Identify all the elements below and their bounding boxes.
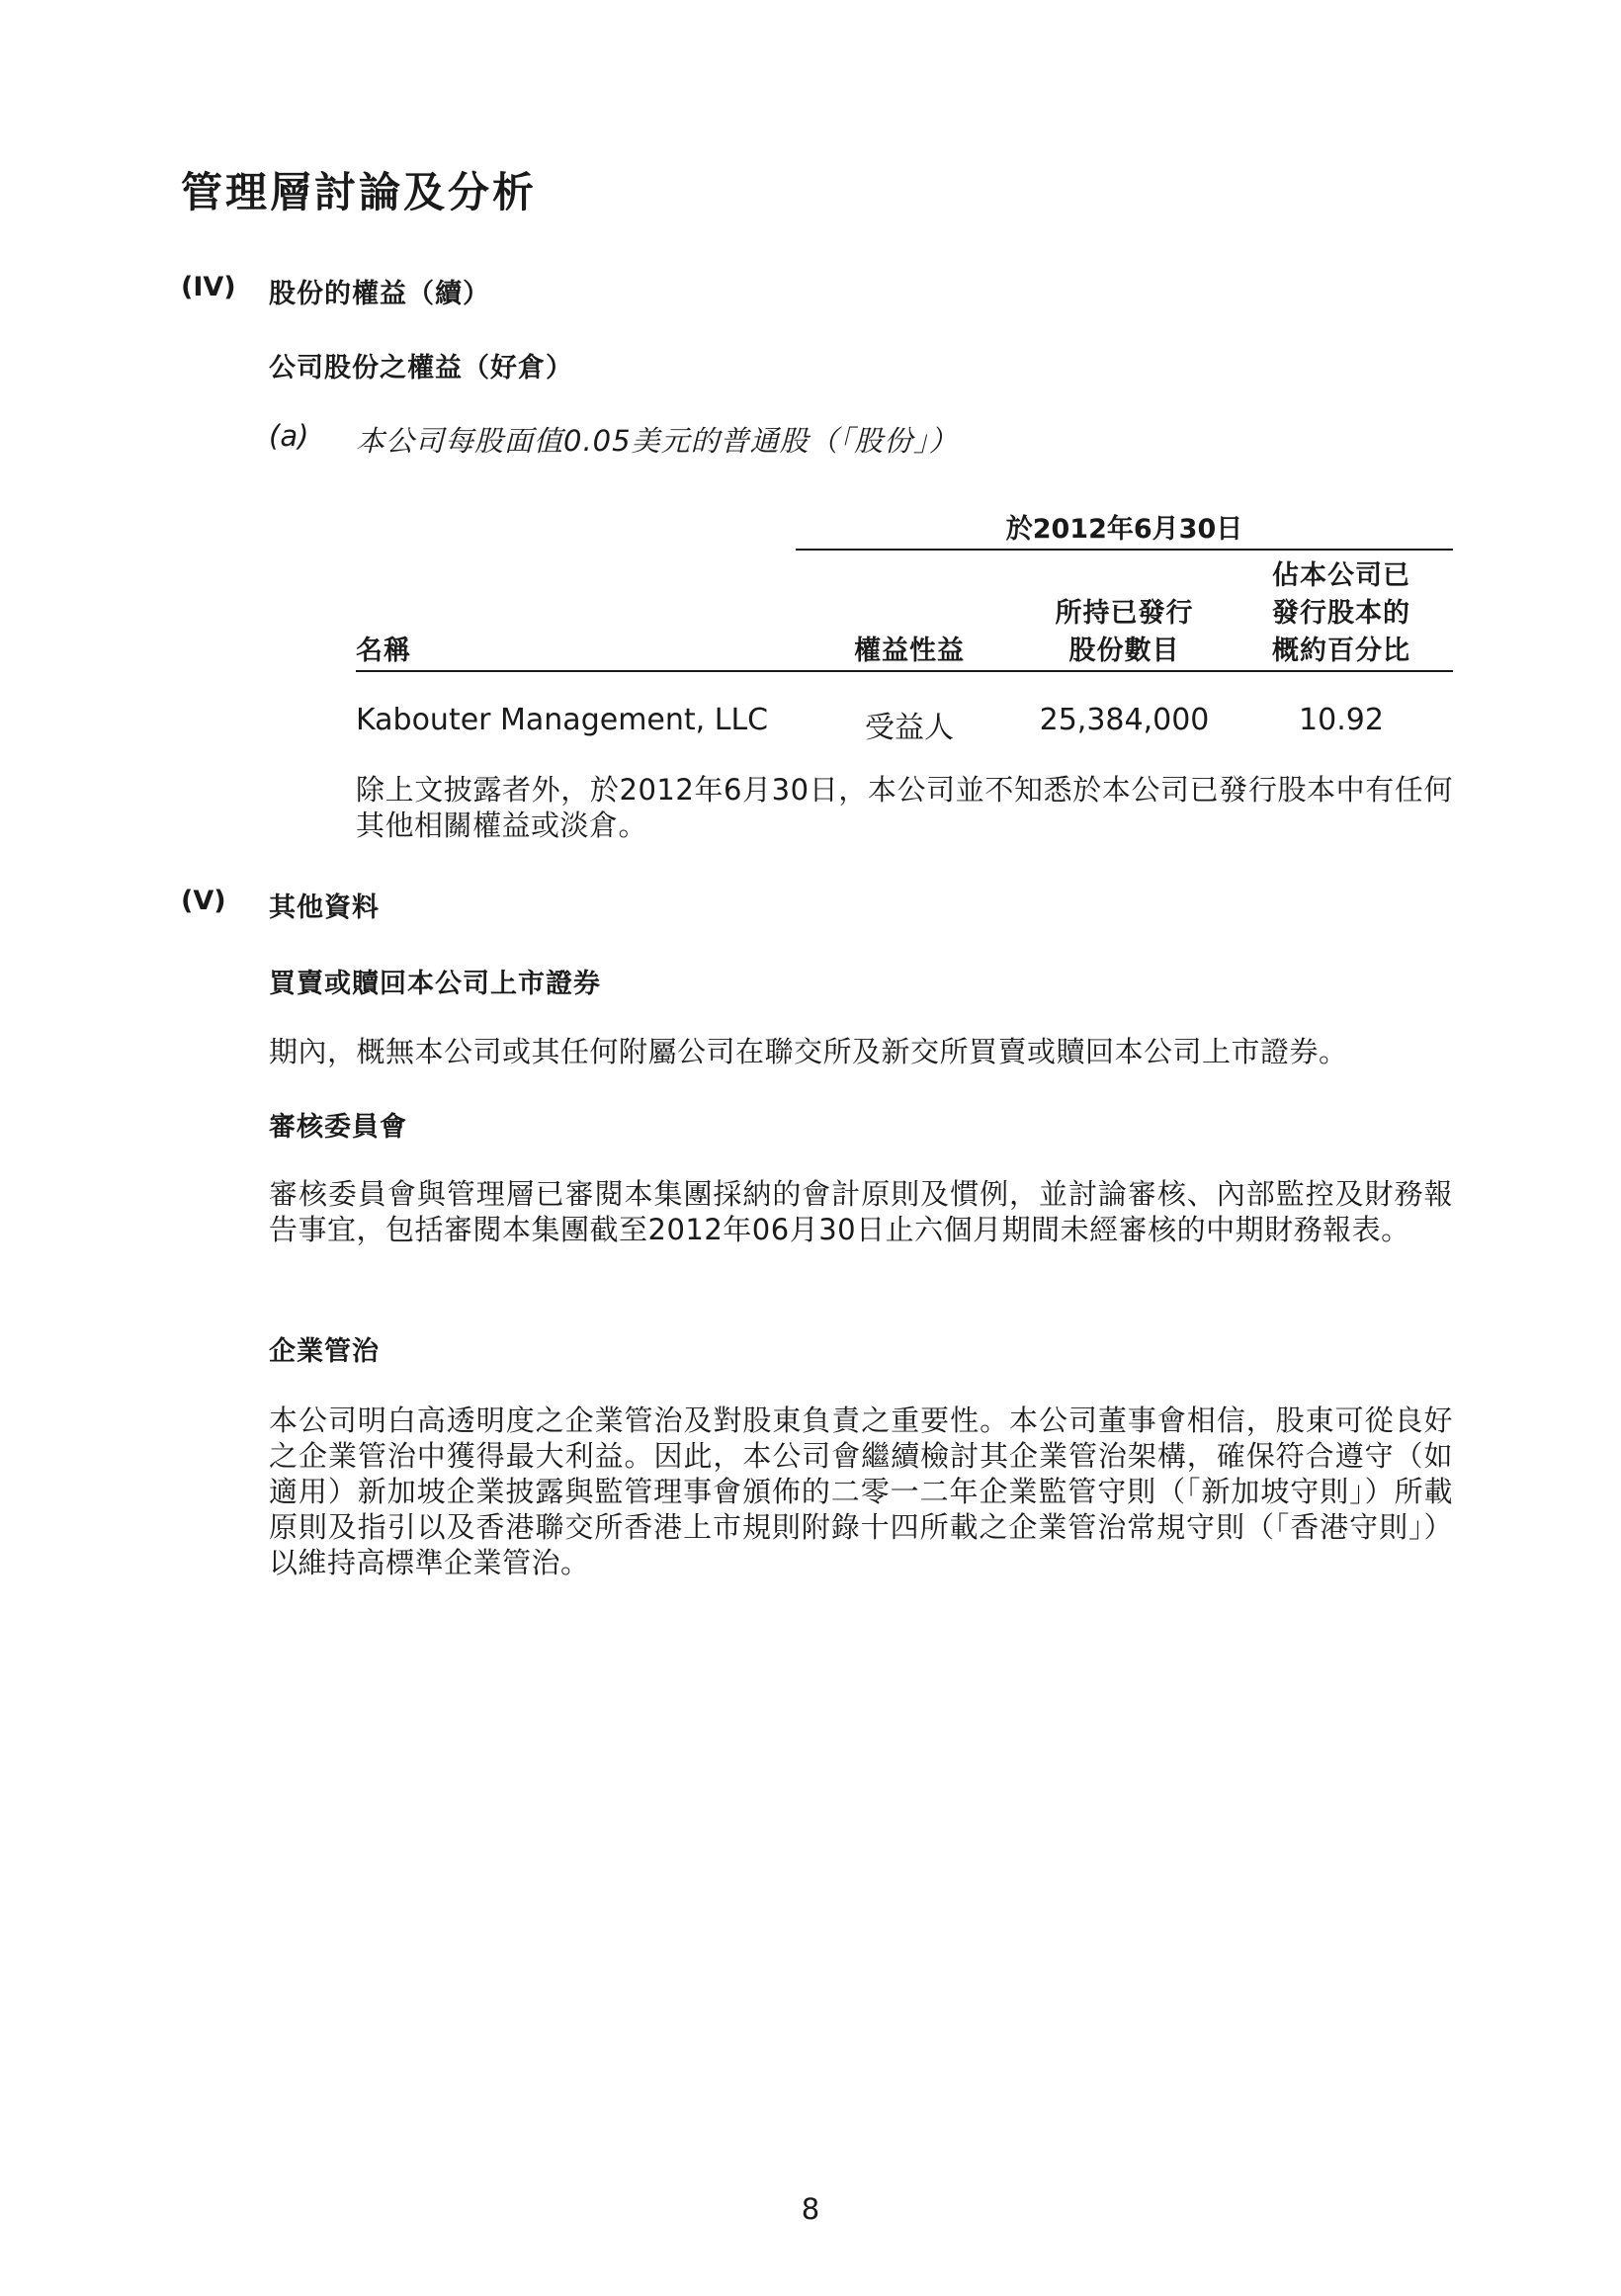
cell-percentage: 10.92 xyxy=(1299,703,1384,737)
column-header-shares xyxy=(1033,595,1216,670)
column-header-shares-line: 所持已發行 xyxy=(1055,598,1194,629)
page-number: 8 xyxy=(801,2192,820,2226)
table-date-header: 於2012年6月30日 xyxy=(1005,514,1243,545)
section-iv-note: 除上文披露者外，於2012年6月30日，本公司並不知悉於本公司已發行股本中有任何其他相關權益或淡倉。 xyxy=(356,773,1453,842)
item-a-text: 本公司每股面值0.05美元的普通股（「股份」） xyxy=(356,424,959,458)
column-header-percentage-line: 發行股本的 xyxy=(1272,598,1410,629)
section-iv-subtitle: 公司股份之權益（好倉） xyxy=(269,353,573,383)
column-header-shares-line: 股份數目 xyxy=(1068,636,1180,666)
cell-interest-nature: 受益人 xyxy=(865,711,954,745)
securities-heading: 買賣或贖回本公司上市證券 xyxy=(269,969,601,999)
securities-paragraph: 期內，概無本公司或其任何附屬公司在聯交所及新交所買賣或贖回本公司上市證券。 xyxy=(269,1035,1348,1068)
column-header-name: 名稱 xyxy=(356,636,411,666)
audit-committee-heading: 審核委員會 xyxy=(269,1112,407,1143)
corporate-governance-paragraph: 本公司明白高透明度之企業管治及對股東負責之重要性。本公司董事會相信，股東可從良好之企業管治中獲得最大利益。因此，本公司會繼續檢討其企業管治架構，確保符合遵守（如適用）新加坡企業披露與監管理事會頒佈的二零一二年企業監管守則（「新加坡守則」）所載原則及指引以及香港聯交所香港上市規則附錄十四所載之企業管治常規守則（「香港守則」）以維持高標準企業管治。 xyxy=(269,1403,1453,1579)
column-header-percentage-line: 佔本公司已 xyxy=(1272,560,1410,591)
item-a-marker: (a) xyxy=(269,419,309,453)
cell-shares-held: 25,384,000 xyxy=(1039,703,1210,737)
column-header-nature: 權益性益 xyxy=(854,636,965,666)
section-iv-number: (IV) xyxy=(181,272,236,302)
column-header-percentage xyxy=(1247,557,1435,670)
cell-holder-name: Kabouter Management, LLC xyxy=(356,703,769,737)
audit-committee-paragraph: 審核委員會與管理層已審閱本集團採納的會計原則及慣例，並討論審核、內部監控及財務報告事宜，包括審閱本集團截至2012年06月30日止六個月期間未經審核的中期財務報表。 xyxy=(269,1177,1453,1246)
section-iv-title: 股份的權益（續） xyxy=(269,279,490,309)
section-v-title: 其他資料 xyxy=(269,893,380,923)
corporate-governance-heading: 企業管治 xyxy=(269,1336,380,1367)
table-date-rule xyxy=(796,549,1453,551)
table-header-rule xyxy=(356,670,1453,672)
section-v-number: (V) xyxy=(181,886,226,916)
column-header-percentage-line: 概約百分比 xyxy=(1272,636,1410,666)
page-title: 管理層討論及分析 xyxy=(181,168,538,216)
